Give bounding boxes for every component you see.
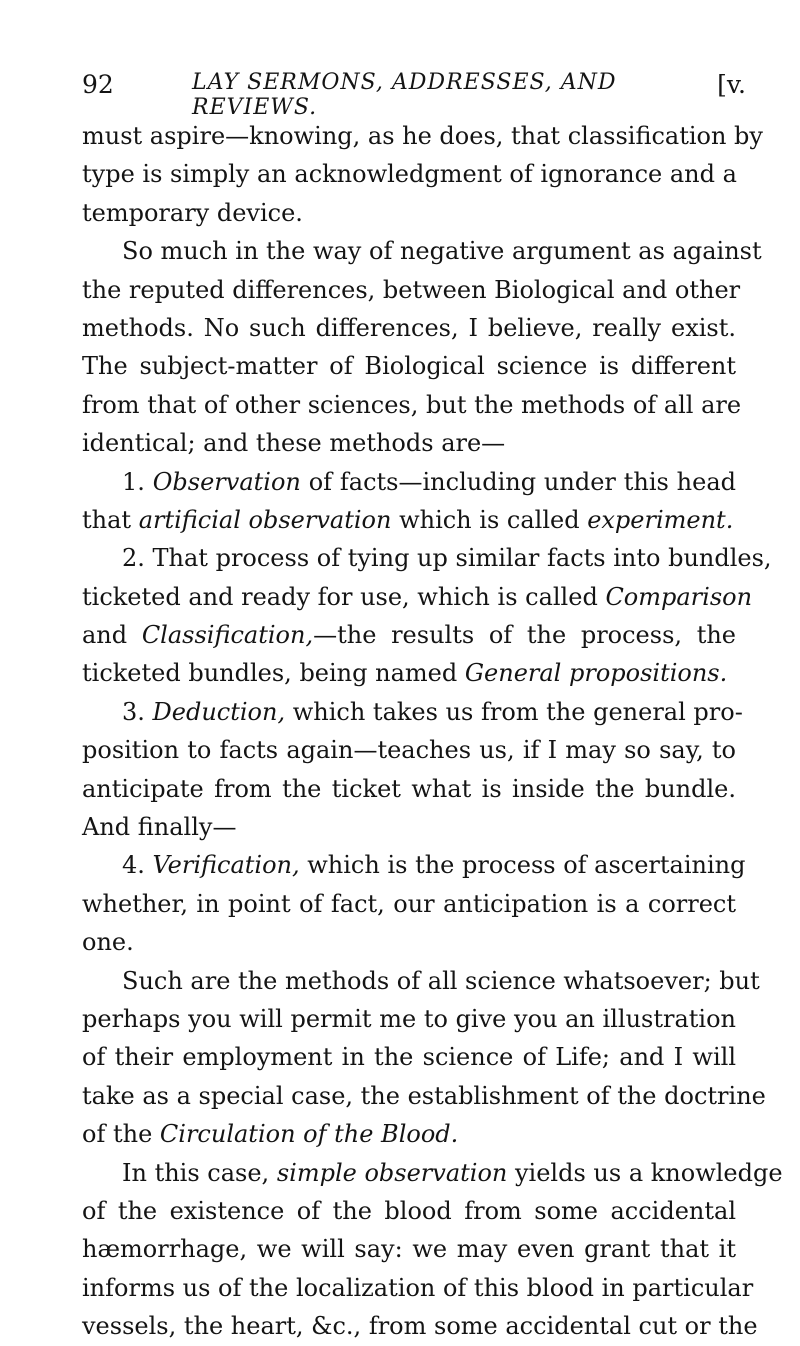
text-line: hæmorrhage, we will say: we may even grant that it <box>82 1235 736 1264</box>
italic-span: Verification, <box>152 851 300 880</box>
text-span: —the results of the process, the <box>313 621 736 650</box>
text-line: methods. No such differences, I believe, really exist. <box>82 313 736 342</box>
text-line <box>82 1115 736 1153</box>
text-line: perhaps you will permit me to give you an illustration <box>82 1004 736 1033</box>
text-line <box>82 693 743 731</box>
italic-span: artificial observation <box>138 505 392 534</box>
text-line: of their employment in the science of Life; and I will <box>82 1043 736 1072</box>
text-line: from that of other sciences, but the methods of all are <box>82 390 742 419</box>
text-line: informs us of the localization of this blood in particular <box>82 1273 754 1302</box>
text-line: must aspire—knowing, as he does, that classification by <box>82 122 763 150</box>
running-title: LAY SERMONS, ADDRESSES, AND REVIEWS. <box>192 70 617 120</box>
body-text <box>82 117 783 1346</box>
text-span: which is the process of ascertaining <box>299 851 746 880</box>
text-line <box>82 501 736 539</box>
text-line <box>82 616 736 654</box>
text-span: and <box>82 621 142 650</box>
text-line: whether, in point of fact, our anticipation is a correct <box>82 889 736 918</box>
italic-span: Comparison <box>605 582 753 611</box>
text-span: which is called <box>391 505 588 534</box>
text-line: 2. That process of tying up similar facts into bundles, <box>122 544 772 573</box>
italic-span: Deduction, <box>152 697 286 726</box>
text-line: take as a special case, the establishment of the doctrine <box>82 1081 766 1110</box>
text-span: ticketed bundles, being named <box>82 659 465 688</box>
text-span: yields us a knowledge <box>507 1158 783 1187</box>
italic-span: Circulation of the Blood. <box>159 1120 459 1149</box>
text-line: the reputed differences, between Biological and other <box>82 275 741 304</box>
text-line <box>82 654 736 692</box>
page-header <box>82 70 746 120</box>
text-line: And finally— <box>82 813 237 842</box>
italic-span: simple observation <box>276 1158 508 1187</box>
text-span: 1. <box>122 467 153 496</box>
text-span: of facts—including under this head <box>300 467 736 496</box>
text-line: position to facts again—teaches us, if I may so say, to <box>82 736 736 765</box>
italic-span: Observation <box>152 467 301 496</box>
page-number: 92 <box>82 70 114 99</box>
text-span: ticketed and ready for use, which is called <box>82 582 606 611</box>
text-line: one. <box>82 928 134 957</box>
text-line <box>82 578 753 616</box>
text-line: vessels, the heart, &c., from some accidental cut or the <box>82 1312 758 1341</box>
chapter-mark: [v. <box>717 70 746 99</box>
text-line: anticipate from the ticket what is inside the bundle. <box>82 774 736 803</box>
text-line <box>82 463 736 501</box>
text-line <box>82 1154 783 1192</box>
text-span: of the <box>82 1120 160 1149</box>
text-line: of the existence of the blood from some accidental <box>82 1196 736 1225</box>
text-span: 4. <box>122 851 153 880</box>
italic-span: General propositions. <box>464 659 728 688</box>
text-line: So much in the way of negative argument as against <box>122 237 762 266</box>
italic-span: Classification, <box>141 621 314 650</box>
text-line: Such are the methods of all science whatsoever; but <box>122 966 760 995</box>
text-line: temporary device. <box>82 198 303 227</box>
text-line: identical; and these methods are— <box>82 429 506 458</box>
text-line: type is simply an acknowledgment of ignorance and a <box>82 160 737 189</box>
text-line <box>82 846 746 884</box>
text-line: The subject-matter of Biological science is different <box>82 352 736 381</box>
text-span: In this case, <box>122 1158 277 1187</box>
text-span: which takes us from the general pro- <box>285 697 743 726</box>
text-span: 3. <box>122 697 153 726</box>
italic-span: experiment. <box>587 505 734 534</box>
text-span: that <box>82 505 139 534</box>
